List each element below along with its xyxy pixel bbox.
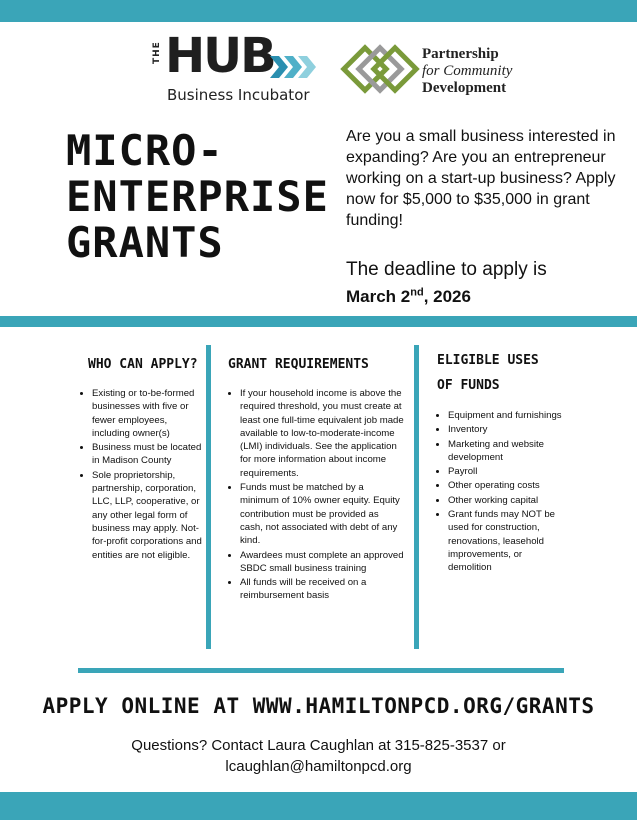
contact-line1: Questions? Contact Laura Caughlan at 315-825-3537 or (131, 737, 506, 754)
top-band (0, 0, 637, 22)
deadline-date-sup: nd (410, 286, 424, 299)
list-item: • If your household income is above the required threshold, you must create at least one full-time equivalent job made available to low-to-moderate-income (LMI) individuals. See the application for more information about income requirements. (240, 387, 404, 480)
column-divider-2 (414, 345, 419, 649)
apply-online-link[interactable]: APPLY ONLINE AT WWW.HAMILTONPCD.ORG/GRANTS (42, 694, 595, 718)
list-item: • Sole proprietorship, partnership, corporation, LLC, LLP, cooperative, or any other legal form of business may apply. Not-for-profit corporations and entities are not eligible. (92, 469, 204, 562)
page-title (66, 128, 336, 266)
partnership-logo (340, 42, 540, 102)
hub-logo (152, 28, 324, 108)
list-item: • Payroll (448, 465, 568, 478)
list-item: • Other operating costs (448, 479, 568, 492)
requirements-heading: GRANT REQUIREMENTS (228, 357, 369, 372)
list-item: • Equipment and furnishings (448, 409, 568, 422)
list-item: • Grant funds may NOT be used for construction, renovations, leasehold improvements, or demolition (448, 508, 568, 574)
contact-email-link[interactable]: lcaughlan@hamiltonpcd.org (225, 758, 412, 775)
hub-logo-the: THE (152, 41, 162, 64)
list-item: • Marketing and website development (448, 438, 568, 465)
partnership-line2: for Community (422, 63, 513, 79)
deadline-date-prefix: March 2 (346, 287, 411, 306)
partnership-line3: Development (422, 80, 507, 96)
list-item: • Other working capital (448, 494, 568, 507)
uses-heading-line2: OF FUNDS (437, 378, 500, 393)
hub-logo-word: HUB (165, 28, 275, 84)
column-divider-1 (206, 345, 211, 649)
list-item: • All funds will be received on a reimbursement basis (240, 576, 404, 603)
deadline-date (346, 286, 471, 308)
interlocking-diamonds-icon (340, 42, 420, 100)
list-item: • Inventory (448, 423, 568, 436)
title-line1: MICRO- (66, 126, 224, 175)
uses-heading (437, 348, 539, 398)
chevrons-icon (270, 56, 320, 78)
uses-heading-line1: ELIGIBLE USES (437, 353, 539, 368)
footer-rule (78, 668, 564, 673)
who-list (78, 387, 204, 563)
list-item: • Business must be located in Madison County (92, 441, 204, 468)
title-line2: ENTERPRISE (66, 172, 329, 221)
intro-text: Are you a small business interested in expanding? Are you an entrepreneur working on a start-up business? Apply now for $5,000 to $35,000 in grant funding! (346, 128, 616, 229)
hub-logo-subtitle: Business Incubator (167, 86, 310, 104)
requirements-list (226, 387, 404, 604)
title-line3: GRANTS (66, 218, 224, 267)
middle-band (0, 316, 637, 327)
list-item: • Awardees must complete an approved SBDC small business training (240, 549, 404, 576)
contact-info (0, 735, 637, 777)
deadline-date-suffix: , 2026 (423, 287, 471, 306)
who-heading: WHO CAN APPLY? (88, 357, 198, 372)
bottom-band (0, 792, 637, 820)
deadline-text: The deadline to apply is (346, 259, 547, 280)
partnership-line1: Partnership (422, 46, 499, 62)
uses-list (434, 409, 568, 576)
list-item: • Funds must be matched by a minimum of 10% owner equity. Equity contribution must be provided as cash, not associated with debt of any kind. (240, 481, 404, 547)
list-item: • Existing or to-be-formed businesses with five or fewer employees, including owner(s) (92, 387, 204, 440)
